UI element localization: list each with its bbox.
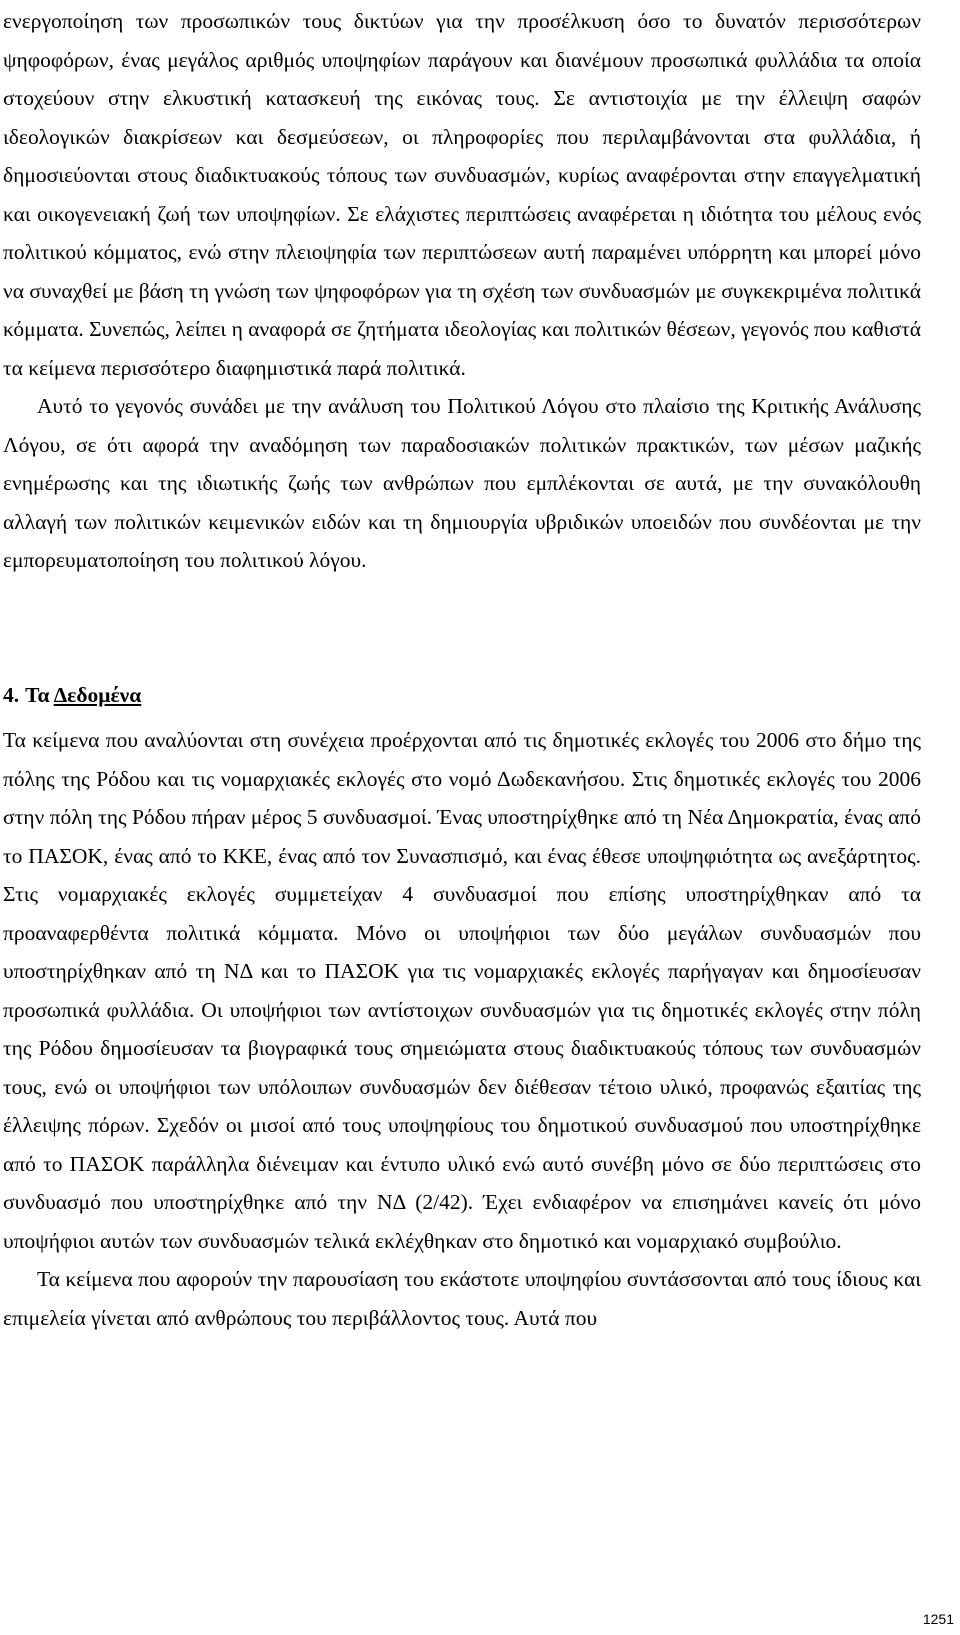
paragraph-critical-discourse: Αυτό το γεγονός συνάδει με την ανάλυση του Πολιτικού Λόγου στο πλαίσιο της Κριτικής Ανάλυσης Λόγου, σε ότι αφορά την αναδόμηση των παραδοσιακών πολιτικών πρακτικών, των μέσων μαζικής ενημέρωσης και της ιδιωτικής ζωής των ανθρώπων που εμπλέκονται σε αυτά, με την συνακόλουθη αλλαγή των πολιτικών κειμενικών ειδών και τη δημιουργία υβριδικών υποειδών που συνδέονται με την εμπορευματοποίηση του πολιτικού λόγου. — [3, 394, 921, 572]
page-number: 1251 — [922, 1611, 954, 1627]
section-title-plain: Τα — [25, 683, 54, 707]
paragraph-data-description: Τα κείμενα που αναλύονται στη συνέχεια προέρχονται από τις δημοτικές εκλογές του 2006 στο δήμο της πόλης της Ρόδου και τις νομαρχιακές εκλογές στο νομό Δωδεκανήσου. Στις δημοτικές εκλογές του 2006 στην πόλη της Ρόδου πήραν μέρος 5 συνδυασμοί. Ένας υποστηρίχθηκε από τη Νέα Δημοκρατία, ένας από το ΠΑΣΟΚ, ένας από το ΚΚΕ, ένας από τον Συνασπισμό, και ένας έθεσε υποψηφιότητα ως ανεξάρτητος. Στις νομαρχιακές εκλογές συμμετείχαν 4 συνδυασμοί που επίσης υποστηρίχθηκαν από τα προαναφερθέντα πολιτικά κόμματα. Μόνο οι υποψήφιοι των δύο μεγάλων συνδυασμών που υποστηρίχθηκαν από τη ΝΔ και το ΠΑΣΟΚ για τις νομαρχιακές εκλογές παρήγαγαν και δημοσίευσαν προσωπικά φυλλάδια. Οι υποψήφιοι των αντίστοιχων συνδυασμών για τις δημοτικές εκλογές στην πόλη της Ρόδου δημοσίευσαν τα βιογραφικά τους σημειώματα στους διαδικτυακούς τόπους των συνδυασμών τους, ενώ οι υποψήφιοι των υπόλοιπων συνδυασμών δεν διέθεσαν τέτοιο υλικό, προφανώς εξαιτίας της έλλειψης πόρων. Σχεδόν οι μισοί από τους υποψηφίους του δημοτικού συνδυασμού που υποστηρίχθηκε από το ΠΑΣΟΚ παράλληλα διένειμαν και έντυπο υλικό ενώ αυτό συνέβη μόνο σε δύο περιπτώσεις στο συνδυασμό που υποστηρίχθηκε από την ΝΔ (2/42). Έχει ενδιαφέρον να επισημάνει κανείς ότι μόνο υποψήφιοι αυτών των συνδυασμών τελικά εκλέχθηκαν στο δημοτικό και νομαρχιακό συμβούλιο. — [3, 728, 921, 1253]
section-title-underlined: Δεδομένα — [53, 683, 142, 707]
paragraph-texts-presentation: Τα κείμενα που αφορούν την παρουσίαση του εκάστοτε υποψηφίου συντάσσονται από τους ίδιους και επιμελεία γίνεται από ανθρώπους του περιβάλλοντος τους. Αυτά που — [3, 1267, 921, 1330]
paragraph-continuation: ενεργοποίηση των προσωπικών τους δικτύων για την προσέλκυση όσο το δυνατόν περισσότερων ψηφοφόρων, ένας μεγάλος αριθμός υποψηφίων παράγουν και διανέμουν προσωπικά φυλλάδια τα οποία στοχεύουν στην ελκυστική κατασκευή της εικόνας τους. Σε αντιστοιχία με την έλλειψη σαφών ιδεολογικών διακρίσεων και δεσμεύσεων, οι πληροφορίες που περιλαμβάνονται στα φυλλάδια, ή δημοσιεύονται στους διαδικτυακούς τόπους των συνδυασμών, κυρίως αναφέρονται στην επαγγελματική και οικογενειακή ζωή των υποψηφίων. Σε ελάχιστες περιπτώσεις αναφέρεται η ιδιότητα του μέλους ενός πολιτικού κόμματος, ενώ στην πλειοψηφία των περιπτώσεων αυτή παραμένει υπόρρητη και μπορεί μόνο να συναχθεί με βάση τη γνώση των ψηφοφόρων για τη σχέση των συνδυασμών με συγκεκριμένα πολιτικά κόμματα. Συνεπώς, λείπει η αναφορά σε ζητήματα ιδεολογίας και πολιτικών θέσεων, γεγονός που καθιστά τα κείμενα περισσότερο διαφημιστικά παρά πολιτικά. — [3, 9, 921, 380]
section-number: 4. — [3, 683, 20, 707]
section-heading — [3, 676, 921, 715]
section-title — [25, 683, 141, 707]
section-heading-block — [3, 476, 921, 715]
body-text-bottom — [3, 721, 921, 1337]
